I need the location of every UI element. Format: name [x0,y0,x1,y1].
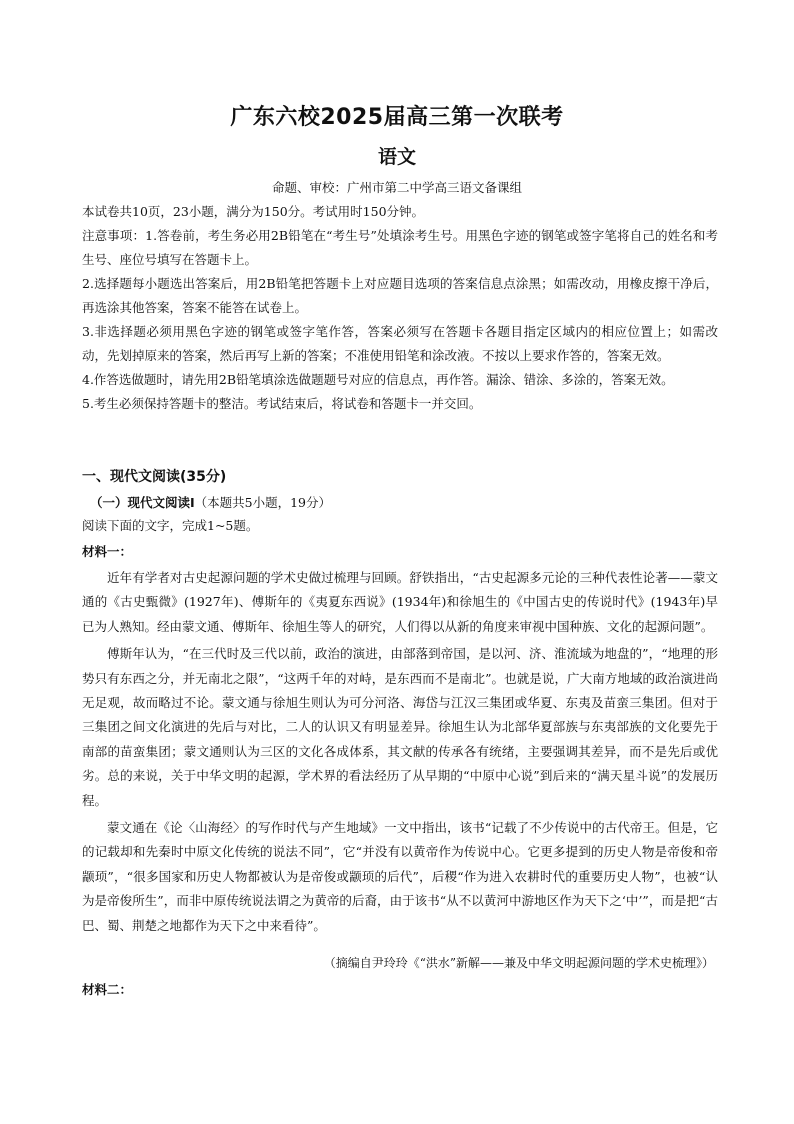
subsection-title: （一）现代文阅读Ⅰ [90,495,195,510]
subsection-heading [90,493,331,511]
reading-instruction: 阅读下面的文字，完成1~5题。 [82,518,259,533]
instructions-block [82,200,718,416]
exam-intro: 本试卷共10页，23小题，满分为150分。考试用时150分钟。 [82,204,425,219]
material-1-paragraph: 傅斯年认为，“在三代时及三代以前，政治的演进，由部落到帝国，是以河、济、淮流域为地盘的”，“地理的形势只有东西之分，并无南北之限”，“这两千年的对峙，是东西而不是南北”。也就是说，广大南方地域的政治演进尚无足观，故而略过不论。蒙文通与徐旭生则认为可分河洛、海岱与江汉三集团或华夏、东夷及苗蛮三集团。但对于三集团之间文化演进的先后与对比，二人的认识又有明显差异。徐旭生认为北部华夏部族与东夷部族的文化要先于南部的苗蛮集团；蒙文通则认为三区的文化各成体系，其文献的传承各有统绪，主要强调其差异，而不是先后或优劣。总的来说，关于中华文明的起源，学术界的看法经历了从早期的“中原中心说”到后来的“满天星斗说”的发展历程。 [82,646,718,808]
material-1-label: 材料一： [82,544,133,559]
material-1-paragraph: 近年有学者对古史起源问题的学术史做过梳理与回顾。舒铁指出，“古史起源多元论的三种代表性论著——蒙文通的《古史甄微》(1927年)、傅斯年的《夷夏东西说》(1934年)和徐旭生的《中国古史的传说时代》(1943年)早已为人熟知。经由蒙文通、傅斯年、徐旭生等人的研究，人们得以从新的角度来审视中国种族、文化的起源问题”。 [82,570,718,634]
material-1-source: （摘编自尹玲玲《“洪水”新解——兼及中华文明起源问题的学术史梳理》） [323,956,714,970]
material-1-text [82,566,718,941]
note-3: 3.非选择题必须用黑色字迹的钢笔或签字笔作答，答案必须写在答题卡各题目指定区域内的相应位置上；如需改动，先划掉原来的答案，然后再写上新的答案；不准使用铅笔和涂改液。不按以上要求作答的，答案无效。 [82,324,718,363]
note-1: 注意事项：1.答卷前，考生务必用2B铅笔在“考生号”处填涂考生号。用黑色字迹的钢笔或签字笔将自己的姓名和考生号、座位号填写在答题卡上。 [82,228,718,267]
note-5: 5.考生必须保持答题卡的整洁。考试结束后，将试卷和答题卡一并交回。 [82,396,482,411]
note-2: 2.选择题每小题选出答案后，用2B铅笔把答题卡上对应题目选项的答案信息点涂黑；如需改动，用橡皮擦干净后，再选涂其他答案，答案不能答在试卷上。 [82,276,718,315]
section-heading: 一、现代文阅读(35分) [82,469,227,485]
subsection-note: （本题共5小题，19分） [194,495,332,510]
note-4: 4.作答选做题时，请先用2B铅笔填涂选做题题号对应的信息点，再作答。漏涂、错涂、多涂的，答案无效。 [82,372,674,387]
exam-title: 广东六校2025届高三第一次联考 [230,105,564,130]
subject-title: 语文 [377,146,416,168]
material-1-paragraph: 蒙文通在《论〈山海经〉的写作时代与产生地域》一文中指出，该书“记载了不少传说中的古代帝王。但是，它的记载却和先秦时中原文化传统的说法不同”，它“并没有以黄帝作为传说中心。它更多提到的历史人物是帝俊和帝颛顼”，“很多国家和历史人物都被认为是帝俊或颛顼的后代”，后稷“作为进入农耕时代的重要历史人物”，也被“认为是帝俊所生”，而非中原传统说法谓之为黄帝的后裔，由于该书“从不以黄河中游地区作为天下之‘中’”，而是把“古巴、蜀、荆楚之地都作为天下之中来看待”。 [82,820,718,933]
material-2-label: 材料二： [82,982,133,997]
proposer-line: 命题、审校：广州市第二中学高三语文备课组 [271,180,522,195]
